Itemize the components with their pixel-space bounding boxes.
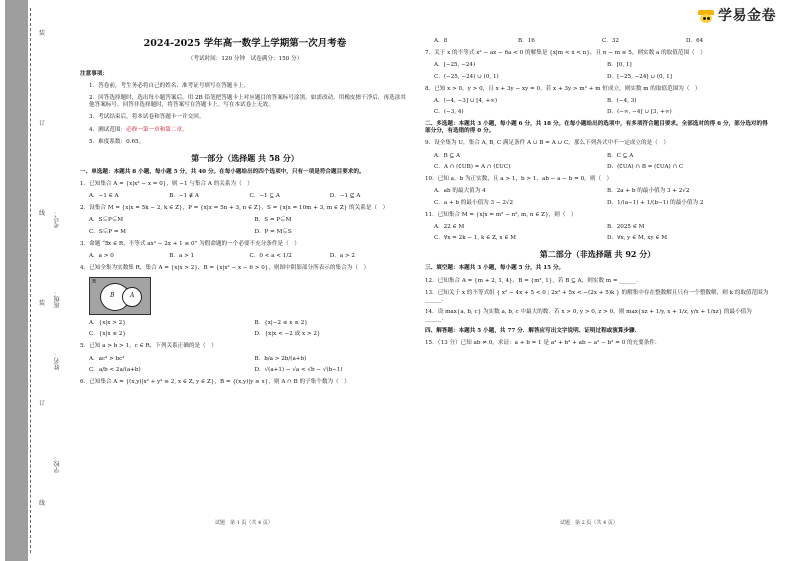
exam-number-field: 考号： [54, 210, 61, 228]
option: D．1/(a−1) + 1/(b−1) 的最小值为 2 [607, 199, 704, 206]
notice-item: 1．答卷前，考生务必将自己的姓名、准考证号填写在答题卡上。 [89, 83, 250, 90]
option: B．a > 1 [169, 252, 195, 259]
option: D．[−25, −24] ∪ (0, 1] [607, 73, 672, 80]
question-3: 3．命题 “∃x ∈ R，不等式 ax² − 2x + 1 ≤ 0” 为假命题的一个必要不充分条件是（ ） [80, 240, 300, 247]
option: C．32 [602, 38, 619, 44]
brand-logo [697, 8, 776, 26]
section-heading: 二、多选题：本题共 3 小题，每小题 6 分，共 18 分。在每小题给出的选项中，有多项符合题目要求。全部选对的得 6 分，部分选对的得部分分，有选错的得 0 分。 [425, 121, 768, 135]
option: D．∀x, y ∈ M, xy ∈ M [607, 235, 668, 242]
mascot-icon [697, 10, 715, 24]
name-field: 姓名： [54, 352, 61, 370]
notice-item: 2．回答选择题时，选出每小题答案后，用 2B 铅笔把答题卡上对应题目的答案标号涂黑。如需改动，用橡皮擦干净后，再选涂其他答案标号。回答非选择题时，将答案写在答题卡上。写在本试卷上无效。 [89, 95, 406, 109]
option: D．P = M⊊S [254, 228, 292, 235]
option: A．ab 的最大值为 4 [434, 188, 486, 195]
binding-char: 线 [38, 500, 45, 507]
section-heading: 四、解答题：本题共 5 小题，共 77 分．解答应写出文字说明、证明过程或演算步骤． [425, 328, 641, 334]
option: C．(−25, −24) ∪ (0, 1) [434, 73, 499, 80]
question-5-options [80, 356, 410, 374]
page-footer: 试题 第 2 页（共 4 页） [560, 520, 618, 526]
option: D．{x|x < −2 或 x > 2} [254, 331, 321, 338]
question-11-options [425, 224, 770, 242]
binding-char: 线 [38, 210, 45, 217]
option: B．{x|−2 ≤ x ≤ 2} [254, 319, 308, 326]
option: C．{x|x ≤ 2} [89, 331, 126, 338]
option: D．(∁UA) ∩ B = (∁UA) ∩ C [607, 164, 684, 171]
notice-item [80, 127, 410, 134]
question-7: 7．关于 x 的不等式 x² − ax − 6a < 0 的解集是 {x|m < x < n}，且 n − m ≤ 5，则实数 a 的取值范围（ ） [425, 49, 706, 56]
venn-a-label: A [130, 291, 135, 299]
question-1-options [80, 193, 410, 200]
option: B．2a + b 的最小值为 3 + 2√2 [607, 188, 690, 195]
option: C．∀x = 2k − 1, k ∈ Z, x ∈ M [434, 235, 516, 242]
question-9-options [425, 153, 770, 171]
question-11: 11．已知集合 M = {x|x = m² − n², m, n ∈ Z}，则（ ） [425, 211, 577, 218]
binding-char: 装 [38, 30, 45, 37]
question-2-options [80, 217, 410, 235]
part-heading: 第二部分（非选择题 共 92 分） [539, 249, 656, 260]
exam-title: 2024-2025 学年高一数学上学期第一次月考卷 [143, 38, 347, 49]
notice-heading: 注意事项： [80, 70, 108, 77]
school-field: 学校： [54, 455, 61, 473]
option: B．b/a > 2b/(a+b) [254, 355, 307, 362]
part-heading: 第一部分（选择题 共 58 分） [191, 152, 299, 163]
section-heading: 一、单选题：本题共 8 小题，每小题 5 分，共 40 分。在每小题给出的四个选项中，只有一项是符合题目要求的。 [80, 168, 365, 175]
question-10: 10．已知 a，b 为正实数，且 a > 1，b > 1，ab − a − b = 0，则（ ） [425, 176, 613, 183]
option: C．0 < a < 1/2 [249, 252, 292, 259]
notice-scope-label: 4．测试范围： [89, 126, 127, 133]
option: B．(−4, 3) [607, 97, 637, 104]
question-1: 1．已知集合 A = {x|x² − x = 0}，则 −1 与集合 A 的关系为（ ） [80, 180, 253, 187]
question-10-options [425, 188, 770, 206]
logo-text: 学易金卷 [718, 8, 776, 24]
question-12: 12．已知集合 A = {m + 2, 1, 4}，B = {m², 1}，若 B ⊆ A，则实数 m = ______． [425, 277, 642, 284]
question-7-options [425, 62, 770, 80]
option: C．−1 ⊆ A [249, 193, 280, 200]
option: A．(−4, −3] ∪ [4, +∞) [434, 97, 498, 104]
option: A．[−25, −24) [434, 62, 476, 69]
notice-item: 3．考试结束后，将本试卷和答题卡一并交回。 [89, 114, 205, 121]
option: D．(−∞, −4] ∪ [3, +∞) [607, 109, 672, 116]
option: B．2025 ∈ M [607, 223, 645, 230]
question-2: 2．设集合 M = {x|x = 5k − 2, k ∈ Z}，P = {x|x = 5n + 3, n ∈ Z}，S = {x|x = 10m + 3, m ∈ Z} 的关系是（ ） [80, 205, 389, 212]
question-13: 13．已知关于 x 的不等式组 { x² − 4x + 5 < 0 ; 2x² + 5x < −(2x + 5)k } 的解集中存在整数解且只有一个整数解，则 k 的取值范围为______． [425, 289, 769, 303]
question-14: 14．设 max{a, b, c} 为实数 a, b, c 中最大的数．若 x > 0, y > 0, z > 0，则 max{xz + 1/y, x + 1/z, y/x + 1/xz} 的最小值为______． [425, 308, 752, 322]
venn-universe-label: R [92, 278, 97, 285]
binding-char: 订 [38, 120, 45, 127]
option: C．a + b 的最小值为 3 − 2√2 [434, 199, 514, 206]
binding-char: 装 [38, 300, 45, 307]
exam-subtitle: （考试时间：120 分钟 试卷满分：150 分） [187, 55, 303, 62]
venn-b-label: B [110, 291, 115, 299]
option: C．S⊊P = M [89, 228, 127, 235]
section-heading: 三、填空题：本题共 3 小题，每小题 5 分，共 15 分。 [425, 265, 565, 272]
option: B．−1 ∉ A [169, 193, 199, 200]
option: C．A ∩ (∁UB) = A ∩ (∁UC) [434, 164, 511, 171]
option: B．[0, 1] [607, 62, 632, 69]
binding-cut-line [30, 8, 50, 553]
venn-diagram [89, 277, 151, 315]
question-8: 8．已知 x > 0，y > 0，且 x + 3y − xy = 0，若 x + 3y > m² + m 恒成立，则实数 m 的取值范围为（ ） [425, 85, 701, 92]
notice-item: 5．难度系数：0.65。 [89, 138, 145, 145]
question-4-options [80, 320, 410, 338]
binding-strip [5, 0, 28, 561]
question-15: 15．（13 分）已知 ab ≠ 0，求证：a + b = 1 是 a³ + b³ + ab − a² − b² = 0 的充要条件． [425, 340, 661, 347]
option: D．a > 2 [329, 252, 355, 259]
option: B．16 [518, 38, 535, 44]
option: A．S⊊P⊊M [89, 217, 124, 224]
option: B．C ⊆ A [607, 152, 634, 159]
option: B．S = P⊊M [254, 217, 292, 224]
option: A．{x|x > 2} [89, 319, 126, 326]
page-footer: 试题 第 1 页（共 4 页） [215, 520, 273, 526]
option: D．−1 ⊈ A [329, 193, 361, 200]
page-1 [80, 38, 410, 391]
question-9: 9．设全集为 U，集合 A, B, C 满足条件 A ∪ B = A ∪ C，那么下列各式中不一定成立的是（ ） [425, 140, 669, 147]
option: C．(−3, 4) [434, 109, 464, 116]
option: A．B ⊆ A [434, 152, 461, 159]
page-2 [425, 38, 770, 352]
option: A．8 [434, 38, 448, 44]
option: A．a > 0 [89, 252, 114, 259]
option: C．a/b < 2a/(a+b) [89, 367, 141, 374]
option: D．64 [686, 38, 704, 44]
option: D．√(a+1) − √a < √b − √(b−1) [254, 367, 343, 374]
question-5: 5．已知 a > b > 1，c ∈ R，下列关系正确的是（ ） [80, 343, 217, 350]
class-field: 班级： [54, 290, 61, 308]
question-4: 4．已知全集为实数集 R，集合 A = {x|x > 2}，B = {x|x² − x − 6 > 0}，则图中阴影部分所表示的集合为（ ） [80, 264, 370, 271]
question-6: 6．已知集合 A = {(x,y)|x² + y² ≤ 2, x ∈ Z, y ∈ Z}，B = {(x,y)|y ≥ x}，则 A ∩ B 的子集个数为（ ） [80, 379, 350, 386]
option: A．−1 ∈ A [89, 193, 119, 200]
option: A．ac² > bc² [89, 355, 125, 362]
binding-char: 订 [38, 400, 45, 407]
question-3-options [80, 253, 410, 260]
option: A．22 ∈ M [434, 223, 465, 230]
notice-scope-value: 必修一第一章和第二章。 [126, 126, 188, 133]
question-6-options [425, 38, 770, 45]
question-8-options [425, 98, 770, 116]
